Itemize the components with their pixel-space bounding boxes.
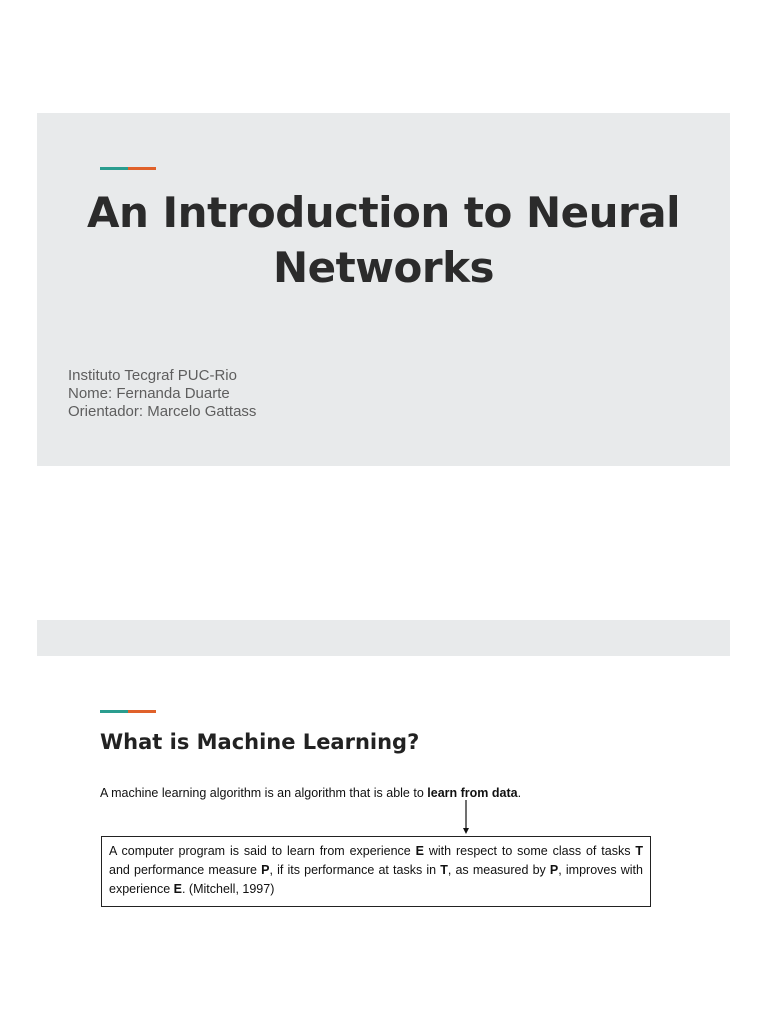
- experience-symbol: E: [415, 844, 424, 858]
- title-slide-info: [68, 367, 256, 421]
- definition-text: , if its performance at tasks in: [269, 863, 441, 877]
- definition-text: with respect to some class of tasks: [423, 844, 636, 858]
- title-slide: [37, 113, 730, 466]
- intro-emphasis: learn from data: [427, 786, 518, 800]
- title-accent-bar: [100, 167, 156, 170]
- section-heading: What is Machine Learning?: [100, 730, 420, 754]
- experience-symbol: E: [173, 882, 182, 896]
- slide-header-band: [37, 620, 730, 656]
- definition-citation: . (Mitchell, 1997): [181, 882, 275, 896]
- advisor-line: Orientador: Marcelo Gattass: [68, 403, 257, 420]
- performance-symbol: P: [261, 863, 270, 877]
- definition-text: and performance measure: [109, 863, 262, 877]
- presentation-title: An Introduction to Neural Networks: [87, 188, 680, 292]
- author-line: Nome: Fernanda Duarte: [68, 385, 230, 402]
- definition-text: A computer program is said to learn from experience: [109, 844, 416, 858]
- institute-line: Instituto Tecgraf PUC-Rio: [68, 367, 237, 384]
- section-accent-bar: [100, 710, 156, 713]
- intro-text: A machine learning algorithm is an algorithm that is able to: [100, 786, 428, 800]
- tasks-symbol: T: [635, 844, 643, 858]
- definition-text: , improves with experience: [109, 863, 643, 896]
- accent-teal-segment: [100, 167, 128, 170]
- accent-orange-segment: [128, 710, 156, 713]
- intro-period: .: [517, 786, 522, 800]
- tasks-symbol: T: [440, 863, 448, 877]
- down-arrow-icon: [458, 800, 474, 836]
- accent-teal-segment: [100, 710, 128, 713]
- definition-text: , as measured by: [447, 863, 550, 877]
- definition-box: [101, 836, 651, 907]
- intro-sentence: [100, 785, 521, 801]
- performance-symbol: P: [549, 863, 559, 877]
- accent-orange-segment: [128, 167, 156, 170]
